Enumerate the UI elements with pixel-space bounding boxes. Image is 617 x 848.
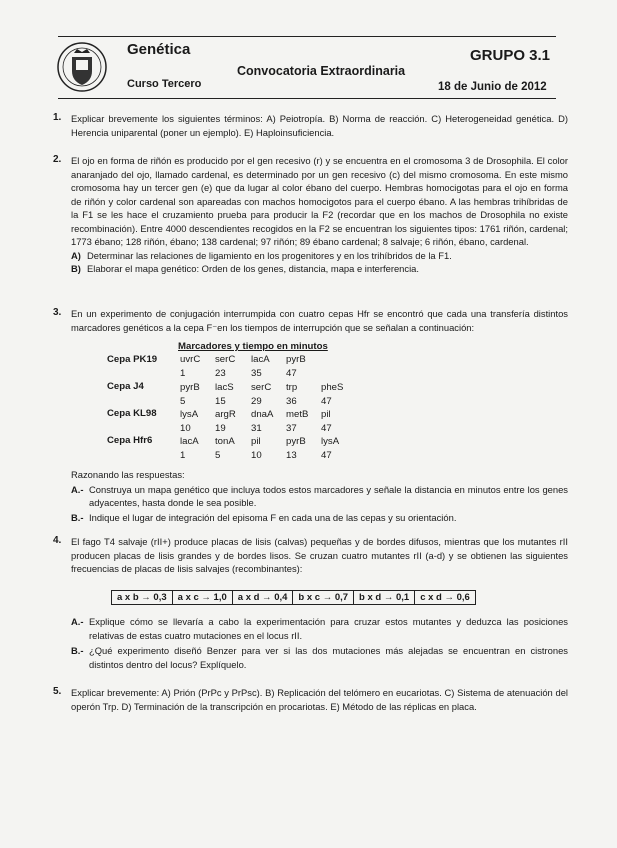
marker-cell: argR: [215, 409, 236, 420]
recombination-frequency-table: [111, 590, 476, 605]
question-4-number: 4.: [53, 535, 62, 546]
time-cell: 1: [180, 368, 186, 379]
marker-cell: dnaA: [251, 409, 274, 420]
strain-name: Cepa Hfr6: [107, 435, 153, 446]
group-label: GRUPO 3.1: [470, 47, 551, 64]
marker-cell: pil: [251, 436, 261, 447]
time-cell: 10: [251, 450, 262, 461]
question-3-part-b: [71, 511, 568, 525]
top-rule: [58, 36, 556, 37]
strain-name: Cepa J4: [107, 381, 144, 392]
question-4-part-a: [71, 615, 568, 642]
cross-cell: a x d → 0,4: [233, 591, 294, 604]
cross-cell: b x c → 0,7: [293, 591, 354, 604]
marker-cell: pyrB: [286, 354, 306, 365]
marker-cell: pil: [321, 409, 331, 420]
time-cell: 5: [215, 450, 221, 461]
part-label: A.-: [71, 483, 84, 495]
marker-cell: tonA: [215, 436, 235, 447]
part-text: Determinar las relaciones de ligamiento en los progenitores y en los trihíbridos de la F1.: [87, 249, 452, 261]
part-text: Explique cómo se llevaría a cabo la experimentación para cruzar estos mutantes y deduzca las posiciones relativas de estas cuatro mutaciones en el locus rII.: [89, 616, 568, 641]
time-cell: 47: [321, 423, 332, 434]
part-label: B.-: [71, 645, 84, 656]
time-cell: 47: [321, 396, 332, 407]
time-cell: 23: [215, 368, 226, 379]
time-cell: 29: [251, 396, 262, 407]
cross-cell: a x b → 0,3: [112, 591, 173, 604]
part-label: B): [71, 263, 81, 274]
time-cell: 19: [215, 423, 226, 434]
cross-cell: b x d → 0,1: [354, 591, 415, 604]
question-2-text: El ojo en forma de riñón es producido por el gen recesivo (r) y se encuentra en el cromosoma 3 de Drosophila. El color anaranjado del ojo, llamado cardenal, es determinado por un gen recesivo (c) del mismo cromosoma. En este mismo cromosoma hay un tercer gen (e) que da lugar al color ébano del cuerpo. Hembras homocigotas para el ojo en forma de riñón y color cardenal son apareadas con machos homocigotos para el cuerpo ébano. A las hembras trihíbridas de la F1 se les hace el cruzamiento prueba para producir la F2 (recordar que en los machos de Drosophila no existe recombinación). Entre 4000 descendientes recogidos en la F2 se encuentran los siguientes tipos: 1761 riñón, cardenal; 1773 ébano; 128 riñón, ébano; 138 cardenal; 97 riñón; 89 ébano cardenal; 8 salvaje; 6 riñón, ébano, cardenal.: [71, 155, 568, 247]
question-4-part-b: [71, 644, 568, 671]
university-seal-icon: [57, 41, 107, 93]
question-1-number: 1.: [53, 112, 62, 123]
time-cell: 31: [251, 423, 262, 434]
subject-title: Genética: [127, 41, 191, 58]
marker-table-title: Marcadores y tiempo en minutos: [178, 341, 328, 352]
question-2-part-b: [71, 262, 568, 276]
cross-cell: c x d → 0,6: [420, 592, 470, 603]
marker-cell: serC: [215, 354, 236, 365]
time-cell: 13: [286, 450, 297, 461]
marker-cell: lysA: [321, 436, 340, 447]
time-cell: 35: [251, 368, 262, 379]
question-3-number: 3.: [53, 307, 62, 318]
marker-cell: lacA: [180, 436, 199, 447]
reasoning-note: Razonando las respuestas:: [71, 469, 185, 480]
question-1-text: Explicar brevemente los siguientes términos: A) Peiotropía. B) Norma de reacción. C) Heterogeneidad genética. D) Herencia uniparental (poner un ejemplo). E) Haploinsuficiencia.: [71, 113, 568, 138]
time-cell: 5: [180, 396, 186, 407]
time-cell: 47: [321, 450, 332, 461]
part-text: Construya un mapa genético que incluya todos estos marcadores y señale la distancia en minutos entre los genes adyacentes, hasta donde le sea posible.: [89, 483, 568, 508]
strain-name: Cepa PK19: [107, 354, 158, 365]
strain-name: Cepa KL98: [107, 408, 157, 419]
marker-cell: pheS: [321, 382, 344, 393]
part-label: A.-: [71, 616, 84, 627]
question-5-number: 5.: [53, 686, 62, 697]
question-5-text: Explicar brevemente: A) Prión (PrPc y PrPsc). B) Replicación del telómero en eucariotas. C) Sistema de atenuación del operón Trp. D) Terminación de la transcripción en procariotas. E) Método de las réplicas en placa.: [71, 687, 568, 712]
part-label: A): [71, 249, 81, 261]
course-label: Curso Tercero: [127, 78, 202, 90]
question-2-number: 2.: [53, 154, 62, 165]
marker-cell: lacA: [251, 354, 270, 365]
part-label: B.-: [71, 511, 84, 523]
marker-cell: trp: [286, 382, 298, 393]
question-3-text: En un experimento de conjugación interrumpida con cuatro cepas Hfr se encontró que cada una transfería distintos marcadores genéticos a la cepa F⁻en los tiempos de interrupción que se señalan a continuación:: [71, 308, 568, 333]
time-cell: 1: [180, 450, 186, 461]
part-text: ¿Qué experimento diseñó Benzer para ver si las dos mutaciones más alejadas se encuentran en cistrones distintos dentro del locus? Explíquelo.: [89, 645, 568, 670]
exam-call-title: Convocatoria Extraordinaria: [237, 64, 406, 78]
marker-cell: pyrB: [180, 382, 200, 393]
marker-cell: serC: [251, 382, 272, 393]
marker-cell: metB: [286, 409, 309, 420]
time-cell: 37: [286, 423, 297, 434]
header-rule: [58, 98, 556, 99]
exam-date: 18 de Junio de 2012: [438, 81, 547, 93]
marker-cell: pyrB: [286, 436, 306, 447]
question-4-parts: [71, 615, 568, 671]
question-3-part-a: [71, 483, 568, 510]
question-2-block: [71, 154, 568, 276]
cross-cell: a x c → 1,0: [173, 591, 233, 604]
question-3-parts: [71, 468, 568, 524]
time-cell: 36: [286, 396, 297, 407]
marker-cell: lacS: [215, 382, 234, 393]
part-text: Elaborar el mapa genético: Orden de los genes, distancia, mapa e interferencia.: [87, 263, 419, 274]
question-2-part-a: [71, 249, 568, 263]
marker-cell: uvrC: [180, 354, 201, 365]
time-cell: 15: [215, 396, 226, 407]
time-cell: 10: [180, 423, 191, 434]
time-cell: 47: [286, 368, 297, 379]
question-4-text: El fago T4 salvaje (rII+) produce placas de lisis (calvas) pequeñas y de bordes difusos, mientras que los mutantes rII producen placas de lisis grandes y de bordes lisos. Se cruzan cuatro mutantes rII (a-d) y se obtienen las siguientes frecuencias de placas de lisis salvajes (recombinantes):: [71, 536, 568, 574]
marker-cell: lysA: [180, 409, 199, 420]
part-text: Indique el lugar de integración del episoma F en cada una de las cepas y su orientación.: [89, 511, 457, 523]
